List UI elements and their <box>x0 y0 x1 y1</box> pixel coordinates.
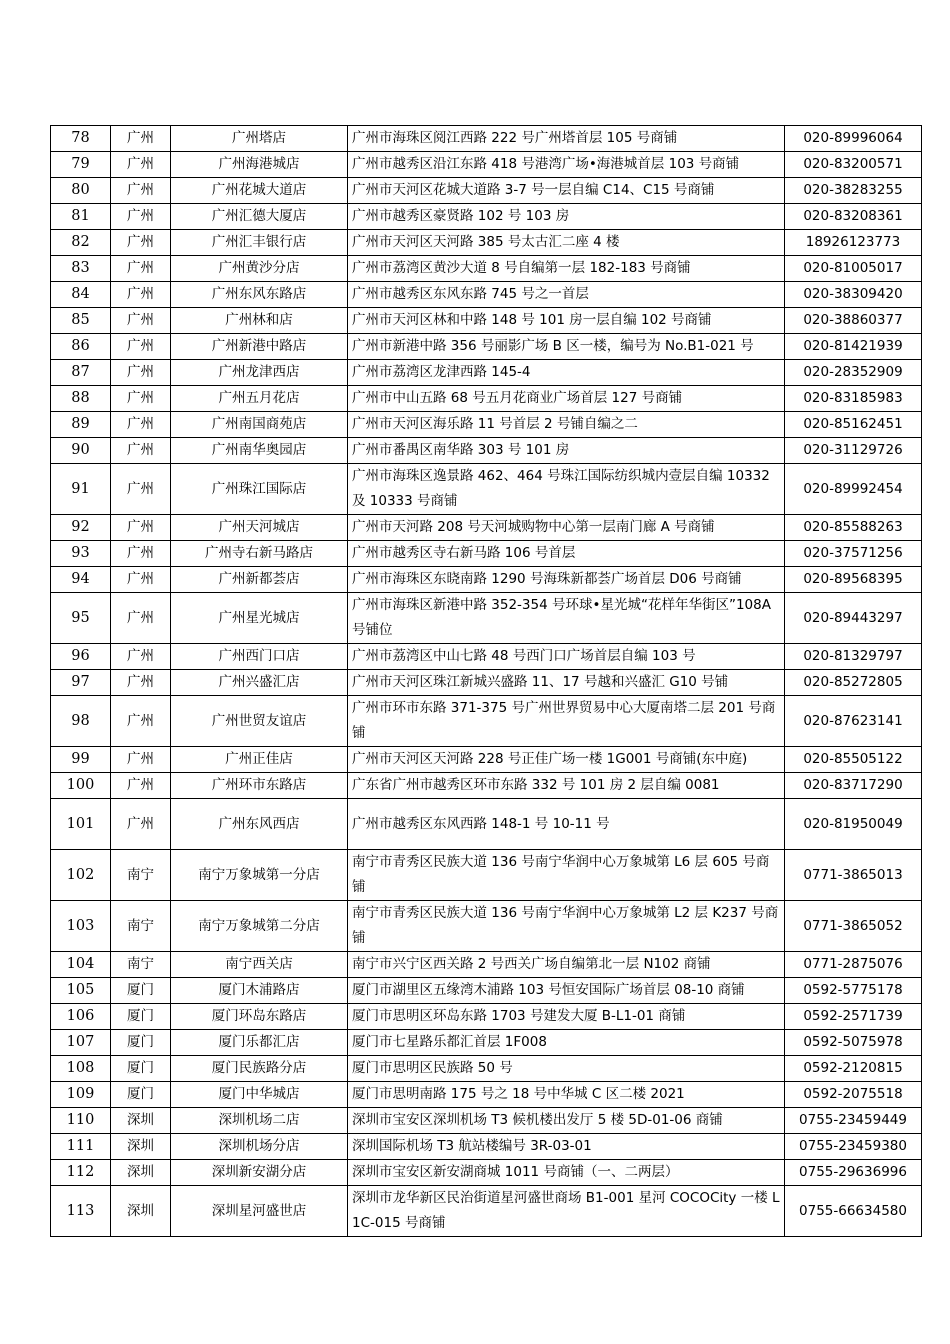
row-store-name: 广州汇德大厦店 <box>171 204 348 230</box>
row-address: 广州市荔湾区龙津西路 145-4 <box>348 360 785 386</box>
row-address: 广州市越秀区豪贤路 102 号 103 房 <box>348 204 785 230</box>
row-number: 87 <box>51 360 111 386</box>
table-row <box>51 464 922 515</box>
row-phone: 020-83185983 <box>785 386 922 412</box>
row-number: 89 <box>51 412 111 438</box>
row-city: 广州 <box>111 126 171 152</box>
row-store-name: 南宁万象城第二分店 <box>171 901 348 952</box>
row-phone: 18926123773 <box>785 230 922 256</box>
row-store-name: 广州龙津西店 <box>171 360 348 386</box>
row-phone: 0592-5075978 <box>785 1030 922 1056</box>
row-number: 90 <box>51 438 111 464</box>
table-row <box>51 978 922 1004</box>
row-city: 广州 <box>111 747 171 773</box>
row-store-name: 广州塔店 <box>171 126 348 152</box>
row-phone: 0771-3865052 <box>785 901 922 952</box>
row-store-name: 深圳机场二店 <box>171 1108 348 1134</box>
row-store-name: 广州兴盛汇店 <box>171 670 348 696</box>
row-address: 南宁市兴宁区西关路 2 号西关广场自编第北一层 N102 商铺 <box>348 952 785 978</box>
row-phone: 020-83200571 <box>785 152 922 178</box>
row-city: 厦门 <box>111 1082 171 1108</box>
table-row <box>51 334 922 360</box>
row-phone: 0755-23459449 <box>785 1108 922 1134</box>
table-row <box>51 696 922 747</box>
row-city: 广州 <box>111 644 171 670</box>
row-city: 广州 <box>111 178 171 204</box>
row-store-name: 广州黄沙分店 <box>171 256 348 282</box>
row-city: 广州 <box>111 256 171 282</box>
row-city: 深圳 <box>111 1160 171 1186</box>
row-address: 广州市海珠区逸景路 462、464 号珠江国际纺织城内壹层自编 10332 及 10333 号商铺 <box>348 464 785 515</box>
row-phone: 020-38860377 <box>785 308 922 334</box>
row-store-name: 广州南国商苑店 <box>171 412 348 438</box>
table-row <box>51 204 922 230</box>
row-store-name: 深圳星河盛世店 <box>171 1186 348 1237</box>
row-number: 113 <box>51 1186 111 1237</box>
table-row <box>51 126 922 152</box>
table-row <box>51 1082 922 1108</box>
row-phone: 020-89568395 <box>785 567 922 593</box>
row-store-name: 南宁万象城第一分店 <box>171 850 348 901</box>
row-city: 广州 <box>111 230 171 256</box>
row-phone: 020-87623141 <box>785 696 922 747</box>
row-address: 广州市天河区海乐路 11 号首层 2 号铺自编之二 <box>348 412 785 438</box>
row-city: 广州 <box>111 282 171 308</box>
row-store-name: 广州汇丰银行店 <box>171 230 348 256</box>
row-number: 86 <box>51 334 111 360</box>
table-row <box>51 541 922 567</box>
row-phone: 020-38309420 <box>785 282 922 308</box>
row-phone: 020-28352909 <box>785 360 922 386</box>
row-phone: 020-89996064 <box>785 126 922 152</box>
row-phone: 020-85588263 <box>785 515 922 541</box>
table-row <box>51 1134 922 1160</box>
store-table <box>50 125 922 1237</box>
row-address: 广州市环市东路 371-375 号广州世界贸易中心大厦南塔二层 201 号商铺 <box>348 696 785 747</box>
row-city: 广州 <box>111 593 171 644</box>
row-number: 83 <box>51 256 111 282</box>
row-store-name: 广州西门口店 <box>171 644 348 670</box>
row-number: 78 <box>51 126 111 152</box>
row-address: 广东省广州市越秀区环市东路 332 号 101 房 2 层自编 0081 <box>348 773 785 799</box>
row-address: 南宁市青秀区民族大道 136 号南宁华润中心万象城第 L6 层 605 号商铺 <box>348 850 785 901</box>
row-phone: 0592-2075518 <box>785 1082 922 1108</box>
row-address: 广州市越秀区东风东路 745 号之一首层 <box>348 282 785 308</box>
row-store-name: 广州五月花店 <box>171 386 348 412</box>
row-phone: 020-37571256 <box>785 541 922 567</box>
row-city: 厦门 <box>111 1030 171 1056</box>
row-number: 92 <box>51 515 111 541</box>
row-store-name: 广州天河城店 <box>171 515 348 541</box>
row-address: 广州市越秀区寺右新马路 106 号首层 <box>348 541 785 567</box>
row-city: 广州 <box>111 334 171 360</box>
row-number: 108 <box>51 1056 111 1082</box>
row-phone: 020-85162451 <box>785 412 922 438</box>
row-number: 111 <box>51 1134 111 1160</box>
row-number: 85 <box>51 308 111 334</box>
row-number: 84 <box>51 282 111 308</box>
row-address: 厦门市思明区民族路 50 号 <box>348 1056 785 1082</box>
row-address: 广州市海珠区新港中路 352-354 号环球•星光城“花样年华街区”108A 号铺位 <box>348 593 785 644</box>
row-store-name: 广州星光城店 <box>171 593 348 644</box>
row-number: 105 <box>51 978 111 1004</box>
row-address: 广州市天河区花城大道路 3-7 号一层自编 C14、C15 号商铺 <box>348 178 785 204</box>
row-store-name: 南宁西关店 <box>171 952 348 978</box>
row-store-name: 广州花城大道店 <box>171 178 348 204</box>
row-store-name: 广州新都荟店 <box>171 567 348 593</box>
row-city: 广州 <box>111 204 171 230</box>
store-table-body <box>51 126 922 1237</box>
row-number: 81 <box>51 204 111 230</box>
row-address: 广州市海珠区东晓南路 1290 号海珠新都荟广场首层 D06 号商铺 <box>348 567 785 593</box>
row-address: 广州市海珠区阅江西路 222 号广州塔首层 105 号商铺 <box>348 126 785 152</box>
row-address: 广州市中山五路 68 号五月花商业广场首层 127 号商铺 <box>348 386 785 412</box>
table-row <box>51 282 922 308</box>
table-row <box>51 230 922 256</box>
row-city: 厦门 <box>111 1056 171 1082</box>
row-number: 112 <box>51 1160 111 1186</box>
table-row <box>51 670 922 696</box>
row-phone: 020-31129726 <box>785 438 922 464</box>
row-address: 广州市荔湾区中山七路 48 号西门口广场首层自编 103 号 <box>348 644 785 670</box>
row-address: 厦门市湖里区五缘湾木浦路 103 号恒安国际广场首层 08-10 商铺 <box>348 978 785 1004</box>
row-address: 广州市新港中路 356 号丽影广场 B 区一楼，编号为 No.B1-021 号 <box>348 334 785 360</box>
row-phone: 020-81005017 <box>785 256 922 282</box>
row-store-name: 深圳新安湖分店 <box>171 1160 348 1186</box>
row-address: 厦门市思明南路 175 号之 18 号中华城 C 区二楼 2021 <box>348 1082 785 1108</box>
row-number: 99 <box>51 747 111 773</box>
row-address: 厦门市思明区环岛东路 1703 号建发大厦 B-L1-01 商铺 <box>348 1004 785 1030</box>
row-city: 深圳 <box>111 1134 171 1160</box>
row-number: 95 <box>51 593 111 644</box>
row-phone: 0771-3865013 <box>785 850 922 901</box>
row-phone: 020-38283255 <box>785 178 922 204</box>
row-store-name: 广州世贸友谊店 <box>171 696 348 747</box>
row-number: 96 <box>51 644 111 670</box>
row-address: 深圳市宝安区深圳机场 T3 候机楼出发厅 5 楼 5D-01-06 商铺 <box>348 1108 785 1134</box>
table-row <box>51 1004 922 1030</box>
row-number: 82 <box>51 230 111 256</box>
row-phone: 0771-2875076 <box>785 952 922 978</box>
row-store-name: 广州林和店 <box>171 308 348 334</box>
row-number: 102 <box>51 850 111 901</box>
row-store-name: 广州东风东路店 <box>171 282 348 308</box>
row-city: 深圳 <box>111 1108 171 1134</box>
row-phone: 020-81950049 <box>785 799 922 850</box>
row-phone: 020-81421939 <box>785 334 922 360</box>
row-store-name: 厦门乐都汇店 <box>171 1030 348 1056</box>
row-store-name: 厦门环岛东路店 <box>171 1004 348 1030</box>
row-store-name: 厦门中华城店 <box>171 1082 348 1108</box>
row-store-name: 厦门民族路分店 <box>171 1056 348 1082</box>
table-row <box>51 1056 922 1082</box>
table-row <box>51 1030 922 1056</box>
row-phone: 020-89443297 <box>785 593 922 644</box>
table-row <box>51 178 922 204</box>
row-address: 广州市天河路 208 号天河城购物中心第一层南门廊 A 号商铺 <box>348 515 785 541</box>
table-row <box>51 567 922 593</box>
row-city: 广州 <box>111 438 171 464</box>
row-number: 110 <box>51 1108 111 1134</box>
row-phone: 0592-2120815 <box>785 1056 922 1082</box>
row-number: 79 <box>51 152 111 178</box>
row-phone: 020-85505122 <box>785 747 922 773</box>
row-phone: 020-83208361 <box>785 204 922 230</box>
row-city: 广州 <box>111 799 171 850</box>
row-store-name: 广州东风西店 <box>171 799 348 850</box>
table-row <box>51 799 922 850</box>
row-number: 106 <box>51 1004 111 1030</box>
table-row <box>51 308 922 334</box>
row-store-name: 广州珠江国际店 <box>171 464 348 515</box>
row-number: 94 <box>51 567 111 593</box>
row-address: 广州市天河区林和中路 148 号 101 房一层自编 102 号商铺 <box>348 308 785 334</box>
row-number: 107 <box>51 1030 111 1056</box>
row-address: 深圳市龙华新区民治街道星河盛世商场 B1-001 星河 COCOCity 一楼 L1C-015 号商铺 <box>348 1186 785 1237</box>
row-city: 广州 <box>111 567 171 593</box>
table-row <box>51 1186 922 1237</box>
table-row <box>51 412 922 438</box>
row-address: 深圳市宝安区新安湖商城 1011 号商铺（一、二两层） <box>348 1160 785 1186</box>
row-phone: 0592-2571739 <box>785 1004 922 1030</box>
table-row <box>51 1160 922 1186</box>
row-number: 91 <box>51 464 111 515</box>
row-number: 80 <box>51 178 111 204</box>
row-address: 广州市天河区珠江新城兴盛路 11、17 号越和兴盛汇 G10 号铺 <box>348 670 785 696</box>
row-number: 103 <box>51 901 111 952</box>
row-phone: 0755-23459380 <box>785 1134 922 1160</box>
row-city: 广州 <box>111 464 171 515</box>
row-city: 广州 <box>111 360 171 386</box>
row-city: 广州 <box>111 670 171 696</box>
row-phone: 0755-29636996 <box>785 1160 922 1186</box>
row-number: 93 <box>51 541 111 567</box>
row-phone: 020-85272805 <box>785 670 922 696</box>
row-number: 100 <box>51 773 111 799</box>
row-address: 广州市番禺区南华路 303 号 101 房 <box>348 438 785 464</box>
row-city: 广州 <box>111 308 171 334</box>
row-store-name: 广州寺右新马路店 <box>171 541 348 567</box>
row-address: 广州市荔湾区黄沙大道 8 号自编第一层 182-183 号商铺 <box>348 256 785 282</box>
table-row <box>51 773 922 799</box>
row-store-name: 广州新港中路店 <box>171 334 348 360</box>
table-row <box>51 901 922 952</box>
row-city: 厦门 <box>111 1004 171 1030</box>
row-city: 广州 <box>111 412 171 438</box>
row-store-name: 深圳机场分店 <box>171 1134 348 1160</box>
table-row <box>51 256 922 282</box>
row-city: 广州 <box>111 773 171 799</box>
row-phone: 0592-5775178 <box>785 978 922 1004</box>
row-number: 88 <box>51 386 111 412</box>
row-store-name: 广州环市东路店 <box>171 773 348 799</box>
row-city: 广州 <box>111 515 171 541</box>
row-address: 厦门市七星路乐都汇首层 1F008 <box>348 1030 785 1056</box>
row-city: 广州 <box>111 386 171 412</box>
row-city: 南宁 <box>111 850 171 901</box>
row-phone: 020-89992454 <box>785 464 922 515</box>
row-address: 深圳国际机场 T3 航站楼编号 3R-03-01 <box>348 1134 785 1160</box>
table-row <box>51 1108 922 1134</box>
row-store-name: 厦门木浦路店 <box>171 978 348 1004</box>
row-city: 南宁 <box>111 901 171 952</box>
row-city: 深圳 <box>111 1186 171 1237</box>
row-number: 98 <box>51 696 111 747</box>
row-number: 101 <box>51 799 111 850</box>
table-row <box>51 747 922 773</box>
row-address: 广州市越秀区沿江东路 418 号港湾广场•海港城首层 103 号商铺 <box>348 152 785 178</box>
row-address: 广州市越秀区东风西路 148-1 号 10-11 号 <box>348 799 785 850</box>
table-row <box>51 360 922 386</box>
row-store-name: 广州海港城店 <box>171 152 348 178</box>
row-phone: 020-83717290 <box>785 773 922 799</box>
row-city: 广州 <box>111 152 171 178</box>
table-row <box>51 644 922 670</box>
row-phone: 020-81329797 <box>785 644 922 670</box>
table-row <box>51 952 922 978</box>
table-row <box>51 515 922 541</box>
table-row <box>51 152 922 178</box>
row-address: 广州市天河区天河路 228 号正佳广场一楼 1G001 号商铺(东中庭) <box>348 747 785 773</box>
row-number: 97 <box>51 670 111 696</box>
row-number: 104 <box>51 952 111 978</box>
row-phone: 0755-66634580 <box>785 1186 922 1237</box>
row-city: 南宁 <box>111 952 171 978</box>
row-city: 厦门 <box>111 978 171 1004</box>
row-address: 广州市天河区天河路 385 号太古汇二座 4 楼 <box>348 230 785 256</box>
table-row <box>51 386 922 412</box>
row-city: 广州 <box>111 541 171 567</box>
table-row <box>51 438 922 464</box>
row-store-name: 广州南华奥园店 <box>171 438 348 464</box>
row-address: 南宁市青秀区民族大道 136 号南宁华润中心万象城第 L2 层 K237 号商铺 <box>348 901 785 952</box>
table-row <box>51 593 922 644</box>
row-city: 广州 <box>111 696 171 747</box>
table-row <box>51 850 922 901</box>
row-store-name: 广州正佳店 <box>171 747 348 773</box>
row-number: 109 <box>51 1082 111 1108</box>
